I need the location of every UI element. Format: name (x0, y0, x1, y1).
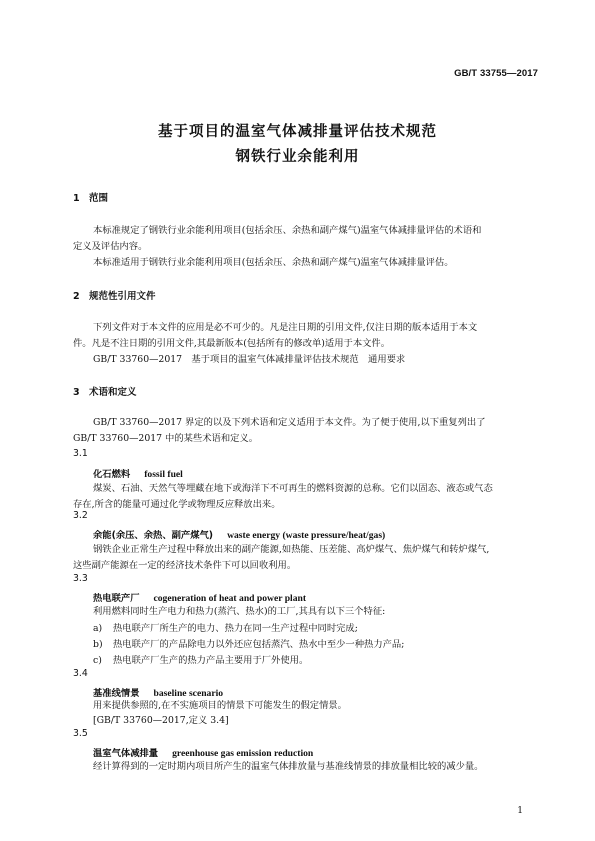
list-marker: c) (93, 655, 102, 666)
term-heading (93, 590, 306, 604)
term-heading (93, 745, 313, 759)
section-title: 范围 (89, 193, 109, 204)
term-number: 3.4 (73, 668, 88, 679)
definition-line: 钢铁企业正常生产过程中释放出来的副产能源,如热能、压差能、高炉煤气、焦炉煤气和转炉煤气, (93, 544, 490, 555)
list-text: 热电联产厂的产品除电力以外还应包括蒸汽、热水中至少一种热力产品; (113, 639, 405, 650)
section-2-heading (73, 288, 156, 302)
term-number: 3.1 (73, 448, 88, 459)
definition-line: 煤炭、石油、天然气等埋藏在地下或海洋下不可再生的燃料资源的总称。它们以固态、液态或气态 (93, 483, 493, 494)
standard-code: GB/T 33755—2017 (454, 68, 538, 79)
list-marker: b) (93, 639, 103, 650)
term-number: 3.3 (73, 573, 88, 584)
term-heading (93, 685, 223, 699)
section-number: 2 (73, 291, 80, 302)
term-en: baseline scenario (153, 688, 224, 699)
section-title: 规范性引用文件 (89, 291, 156, 302)
term-en: fossil fuel (144, 469, 183, 480)
term-zh: 热电联产厂 (93, 593, 140, 604)
list-item (93, 652, 308, 666)
paragraph-line: 下列文件对于本文件的应用是必不可少的。凡是注日期的引用文件,仅注日期的版本适用于本文 (93, 322, 478, 333)
list-marker: a) (93, 623, 103, 634)
term-zh: 温室气体减排量 (93, 748, 159, 759)
paragraph-line: 本标准适用于钢铁行业余能利用项目(包括余压、余热和副产煤气)温室气体减排量评估。 (93, 257, 454, 268)
definition-line: 存在,所含的能量可通过化学或物理反应释放出来。 (73, 499, 281, 510)
list-item (93, 636, 404, 650)
term-number: 3.2 (73, 510, 88, 521)
term-en: cogeneration of heat and power plant (153, 593, 307, 604)
term-zh: 化石燃料 (93, 469, 131, 480)
section-number: 3 (73, 387, 80, 398)
definition-line: 利用燃料同时生产电力和热力(蒸汽、热水)的工厂,其具有以下三个特征: (93, 606, 386, 617)
document-subtitle: 钢铁行业余能利用 (235, 149, 360, 165)
term-number: 3.5 (73, 728, 88, 739)
paragraph-line: GB/T 33760—2017 中的某些术语和定义。 (73, 433, 259, 444)
paragraph-line: GB/T 33760—2017 界定的以及下列术语和定义适用于本文件。为了便于使用,以下重复列出了 (93, 417, 486, 428)
definition-line: 经计算得到的一定时期内项目所产生的温室气体排放量与基准线情景的排放量相比较的减少量。 (93, 761, 484, 772)
term-zh: 基准线情景 (93, 688, 140, 699)
section-title: 术语和定义 (89, 387, 137, 398)
page-number: 1 (517, 806, 523, 816)
normative-reference: GB/T 33760—2017 基于项目的温室气体减排量评估技术规范 通用要求 (93, 354, 406, 365)
definition-line: 这些副产能源在一定的经济技术条件下可以回收利用。 (73, 560, 297, 571)
list-text: 热电联产厂所生产的电力、热力在同一生产过程中同时完成; (113, 623, 358, 634)
definition-source: [GB/T 33760—2017,定义 3.4] (93, 715, 229, 726)
list-item (93, 620, 358, 634)
paragraph-line: 定义及评估内容。 (73, 241, 148, 252)
paragraph-line: 本标准规定了钢铁行业余能利用项目(包括余压、余热和副产煤气)温室气体减排量评估的术语和 (93, 225, 482, 236)
term-heading (93, 527, 385, 541)
document-title: 基于项目的温室气体减排量评估技术规范 (158, 124, 437, 140)
term-zh: 余能(余压、余热、副产煤气) (93, 530, 214, 541)
section-number: 1 (73, 193, 80, 204)
paragraph-line: 件。凡是不注日期的引用文件,其最新版本(包括所有的修改单)适用于本文件。 (73, 338, 391, 349)
term-en: waste energy (waste pressure/heat/gas) (227, 530, 386, 541)
term-en: greenhouse gas emission reduction (172, 748, 314, 759)
section-3-heading (73, 384, 137, 398)
term-heading (93, 466, 183, 480)
list-text: 热电联产厂生产的热力产品主要用于厂外使用。 (113, 655, 309, 666)
section-1-heading (73, 190, 108, 204)
definition-line: 用来提供参照的,在不实施项目的情景下可能发生的假定情景。 (93, 700, 347, 711)
